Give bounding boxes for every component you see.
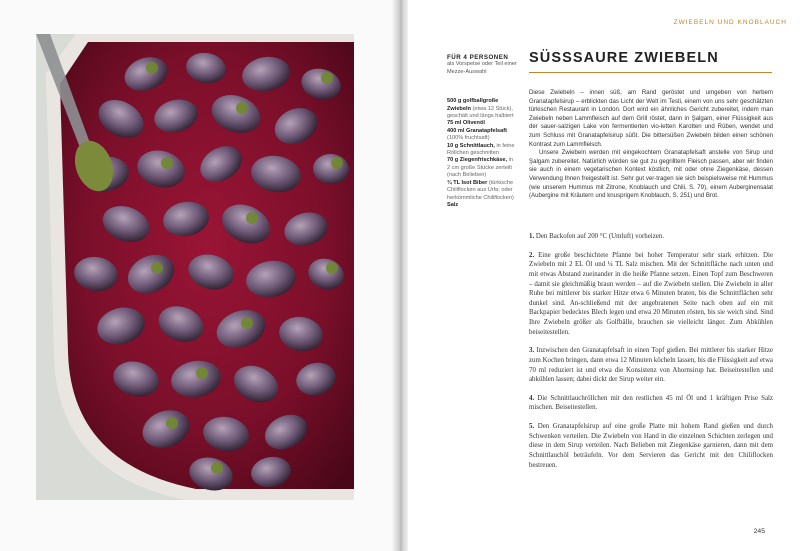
step-text: Inzwischen den Granatapfelsaft in einen Topf gießen. Bei mittlerer bis starker Hitze zum Kochen bringen, dann etwa 12 Minuten köcheln lassen, bis die Flüssigkeit auf etwa 70 ml reduziert ist und etwa die Konsistenz von Ahornsirup hat. Beiseitestellen und abkühlen lassen; dabei dickt der Sirup weiter ein. bbox=[529, 347, 773, 384]
title-divider bbox=[529, 72, 772, 73]
intro-paragraph: Diese Zwiebeln – innen süß, am Rand geröstet und umgeben von herbem Granatapfelsirup – erblickten das Licht der Welt im Testi, einem von uns sehr geschätzten türkischen Restaurant in London. Dort wird ein ähnliches Gericht zubereitet, indem man Zwiebeln neben Lammfleisch auf dem Grill röstet, dann in Şalgam, einer Flüssigkeit aus der sauer-salzigen Lake von fermentierten vio-letten Karotten und Rüben, wendet und zum Schluss mit Granatapfelsirup süßt. Die bittersüßen Zwiebeln bilden einen schönen Kontrast zum Lammfleisch. bbox=[529, 89, 773, 148]
ingredient-note: (türkische Chiliflocken aus Urfa; oder herkömmliche Chiliflocken) bbox=[447, 179, 514, 201]
step-text: Eine große beschichtete Pfanne bei hoher Temperatur sehr stark erhitzen. Die Zwiebeln mit 2 EL Öl und ¼ TL Salz mischen. Mit der Schnittfläche nach unten und mit etwas Abstand zueinander in die heiße Pfanne setzen. Einen Topf zum Beschweren – damit sie gleichmäßig braun werden – auf die Zwiebeln stellen. Die Zwiebeln in aller Ruhe bei mittlerer bis starker Hitze etwa 6 Minuten braten, bis die Schnittflächen sehr dunkel sind. An-schließend mit der angebratenen Seite nach oben auf ein mit Backpapier bedecktes Blech legen und etwa 20 Minuten rösten, bis sie weich sind. Sind Ihre Zwiebeln größer als Golfbälle, brauchen sie vielleicht länger. Zum Abkühlen beiseitestellen. bbox=[529, 251, 773, 336]
ingredient-name: 70 g Ziegenfrischkäse, bbox=[447, 157, 508, 164]
chive-oil-dollop bbox=[166, 417, 178, 429]
chive-oil-dollop bbox=[161, 157, 173, 169]
ingredient-name: 500 g golfballgroße Zwiebeln bbox=[447, 98, 499, 112]
ingredient-name: 400 ml Granatapfelsaft bbox=[447, 127, 508, 134]
recipe-title: SÜSSSAURE ZWIEBELN bbox=[529, 50, 719, 66]
step-text: Die Schnittlauchröllchen mit den restlichen 45 ml Öl und 1 kräftigen Prise Salz mischen. Beiseitestellen. bbox=[529, 394, 773, 412]
running-head: ZWIEBELN UND KNOBLAUCH bbox=[673, 19, 787, 26]
step-number: 3. bbox=[529, 347, 535, 355]
recipe-meta bbox=[447, 54, 517, 209]
recipe-step bbox=[529, 346, 773, 384]
chive-oil-dollop bbox=[326, 262, 338, 274]
recipe-step bbox=[529, 422, 773, 470]
page-number: 245 bbox=[753, 528, 765, 535]
step-number: 2. bbox=[529, 251, 535, 259]
ingredient-item bbox=[447, 180, 517, 202]
ingredient-item bbox=[447, 157, 517, 179]
chive-oil-dollop bbox=[331, 157, 343, 169]
chive-oil-dollop bbox=[151, 262, 163, 274]
ingredient-item bbox=[447, 202, 517, 209]
recipe-step bbox=[529, 394, 773, 413]
ingredient-item bbox=[447, 143, 517, 158]
chive-oil-dollop bbox=[246, 212, 258, 224]
recipe-step bbox=[529, 251, 773, 337]
food-photo bbox=[36, 34, 354, 500]
chive-oil-dollop bbox=[211, 462, 223, 474]
step-number: 1. bbox=[529, 233, 535, 240]
recipe-intro bbox=[529, 89, 773, 201]
ingredient-item bbox=[447, 128, 517, 143]
recipe-steps bbox=[529, 232, 773, 479]
chive-oil-dollop bbox=[146, 62, 158, 74]
step-text: Den Granatapfelsirup auf eine große Platte mit hohem Rand gießen und durch Schwenken verteilen. Die Zwiebeln von Hand in die einzelnen Schichten zerlegen und diese in dem Sirup verteilen. Nach Belieben mit Ziegenkäse garnieren, dann mit dem Schnittlauchöl beträufeln. Vor dem Servieren das Gericht mit den Chiliflocken bestreuen. bbox=[529, 423, 773, 469]
ingredient-name: Salz bbox=[447, 201, 459, 208]
chive-oil-dollop bbox=[241, 317, 253, 329]
ingredient-list bbox=[447, 98, 517, 209]
chive-oil-dollop bbox=[236, 102, 248, 114]
servings-title: FÜR 4 PERSONEN bbox=[447, 54, 509, 61]
onion-dish-illustration bbox=[36, 34, 354, 500]
ingredient-item bbox=[447, 120, 517, 127]
step-text: Den Backofen auf 200 °C (Umluft) vorheizen. bbox=[534, 233, 664, 240]
ingredient-note: (etwa 12 Stück), geschält und längs halbiert bbox=[447, 105, 514, 120]
ingredient-note: in feine Röllchen geschnitten bbox=[447, 142, 515, 157]
step-number: 4. bbox=[529, 394, 535, 402]
ingredient-name: 10 g Schnittlauch, bbox=[447, 142, 495, 149]
ingredient-name: ¾ TL Isot Biber bbox=[447, 179, 488, 186]
intro-paragraph: Unsere Zwiebeln werden mit eingekochtem Granatapfelsaft anstelle von Sirup und Şalgam zubereitet. Natürlich würden sie gut zu gegrilltem Fleisch passen, aber wir finden sie auch in einem vegetarischen Kontext köstlich, mit oder ohne Ziegenkäse, dessen Verwendung Ihnen freigestellt ist. Sehr gut ver-tragen sie sich beispielsweise mit Hummus (wie unserem Hummus mit Zitrone, Knoblauch und Chili, S. 79), einem Auberginensalat (Aubergine mit Kräutern und knusprigem Knoblauch, S. 251) und Brot. bbox=[529, 149, 773, 200]
chive-oil-dollop bbox=[196, 367, 208, 379]
ingredient-item bbox=[447, 98, 517, 120]
step-number: 5. bbox=[529, 423, 535, 431]
ingredient-note: (100% fruchtsaft) bbox=[447, 135, 490, 142]
ingredient-name: 75 ml Olivenöl bbox=[447, 120, 485, 127]
chive-oil-dollop bbox=[321, 72, 333, 84]
servings-note: als Vorspeise oder Teil einer Mezze-Auswahl bbox=[447, 61, 517, 75]
ingredient-note: in 2 cm große Stücke zerteilt (nach Belieben) bbox=[447, 157, 513, 179]
recipe-step bbox=[529, 232, 773, 242]
